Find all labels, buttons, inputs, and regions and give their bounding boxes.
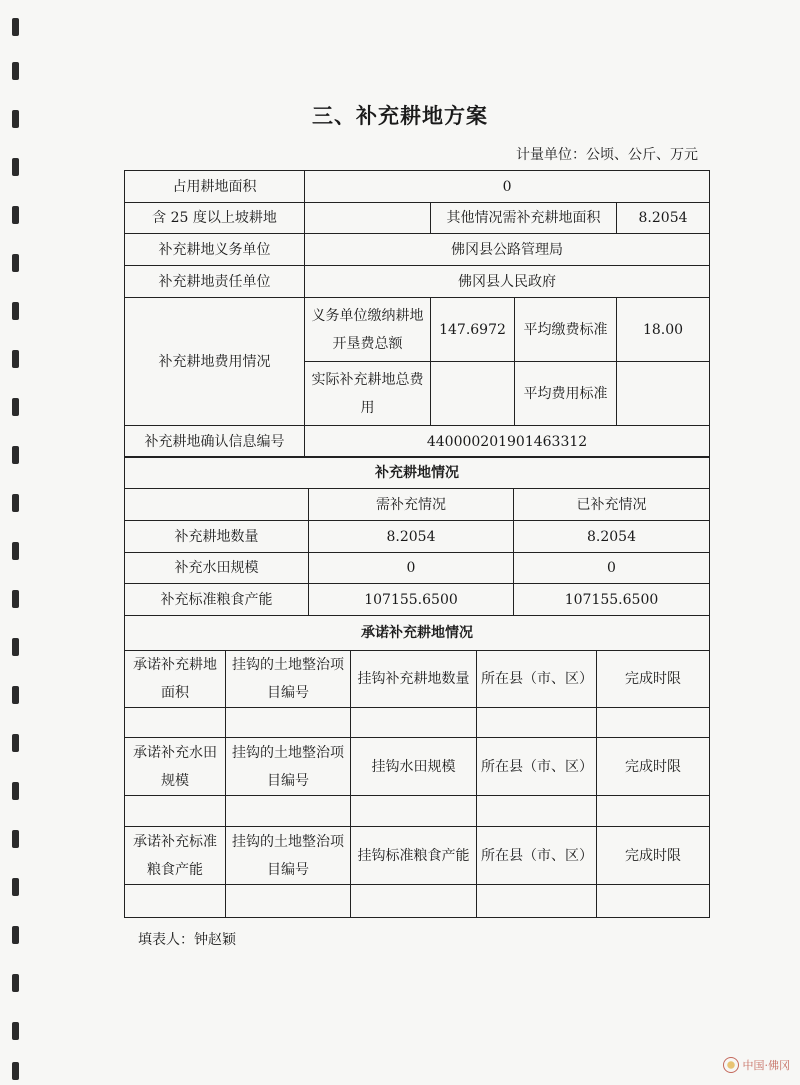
binding-hole <box>12 18 19 36</box>
emblem-icon <box>723 1057 739 1073</box>
binding-hole <box>12 590 19 608</box>
binding-hole <box>12 686 19 704</box>
avg-cost-label: 平均费用标准 <box>515 362 617 426</box>
empty-cell <box>125 796 226 827</box>
binding-hole <box>12 62 19 80</box>
table-row <box>125 616 710 651</box>
needed-value: 8.2054 <box>309 521 514 553</box>
table-row <box>125 521 710 553</box>
project-id-label: 挂钩的土地整治项目编号 <box>226 738 351 796</box>
empty-cell <box>351 708 477 738</box>
county-label: 所在县（市、区） <box>477 651 597 708</box>
table-row <box>125 584 710 616</box>
table-row <box>125 796 710 827</box>
needed-value: 107155.6500 <box>309 584 514 616</box>
table-row <box>125 298 710 362</box>
project-id-label: 挂钩的土地整治项目编号 <box>226 827 351 885</box>
table-row <box>125 827 710 885</box>
deadline-label: 完成时限 <box>597 651 710 708</box>
empty-cell <box>597 885 710 918</box>
binding-hole <box>12 350 19 368</box>
empty-cell <box>226 796 351 827</box>
empty-cell <box>597 708 710 738</box>
binding-hole <box>12 542 19 560</box>
linked-label: 挂钩补充耕地数量 <box>351 651 477 708</box>
empty-cell <box>226 708 351 738</box>
binding-hole <box>12 1022 19 1040</box>
empty-cell <box>351 796 477 827</box>
empty-cell <box>477 885 597 918</box>
binding-hole <box>12 302 19 320</box>
supplement-status-table <box>124 456 710 616</box>
commit-label: 承诺补充水田规模 <box>125 738 226 796</box>
empty-cell <box>125 708 226 738</box>
binding-hole <box>12 782 19 800</box>
binding-hole <box>12 446 19 464</box>
slope-label: 含 25 度以上坡耕地 <box>125 203 305 234</box>
col-done-header: 已补充情况 <box>514 489 710 521</box>
responsible-unit-value: 佛冈县人民政府 <box>305 266 710 298</box>
actual-total-value <box>431 362 515 426</box>
deadline-label: 完成时限 <box>597 827 710 885</box>
filler-name: 填表人：钟赵颖 <box>138 932 236 948</box>
site-watermark <box>723 1057 791 1073</box>
table-row <box>125 553 710 584</box>
table-row <box>125 651 710 708</box>
binding-hole <box>12 254 19 272</box>
binding-hole <box>12 878 19 896</box>
supplement-plan-table <box>124 170 710 458</box>
other-area-value: 8.2054 <box>617 203 710 234</box>
binding-hole <box>12 638 19 656</box>
commitment-heading: 承诺补充耕地情况 <box>125 616 710 651</box>
deadline-label: 完成时限 <box>597 738 710 796</box>
supplement-heading: 补充耕地情况 <box>125 457 710 489</box>
obligation-unit-label: 补充耕地义务单位 <box>125 234 305 266</box>
binding-hole <box>12 734 19 752</box>
linked-label: 挂钩标准粮食产能 <box>351 827 477 885</box>
empty-cell <box>125 885 226 918</box>
paid-total-value: 147.6972 <box>431 298 515 362</box>
binding-hole <box>12 926 19 944</box>
commitment-table <box>124 615 710 918</box>
empty-cell <box>226 885 351 918</box>
obligation-unit-value: 佛冈县公路管理局 <box>305 234 710 266</box>
avg-fee-value: 18.00 <box>617 298 710 362</box>
binding-hole <box>12 1062 19 1080</box>
avg-cost-value <box>617 362 710 426</box>
empty-cell <box>477 708 597 738</box>
watermark-text: 中国·佛冈 <box>742 1059 790 1072</box>
confirm-id-value: 440000201901463312 <box>305 426 710 458</box>
table-row <box>125 171 710 203</box>
cost-label: 补充耕地费用情况 <box>125 298 305 426</box>
needed-value: 0 <box>309 553 514 584</box>
row-label: 补充水田规模 <box>125 553 309 584</box>
commit-label: 承诺补充耕地面积 <box>125 651 226 708</box>
col-needed-header: 需补充情况 <box>309 489 514 521</box>
binding-hole <box>12 830 19 848</box>
paid-total-label: 义务单位缴纳耕地开垦费总额 <box>305 298 431 362</box>
row-label: 补充耕地数量 <box>125 521 309 553</box>
other-area-label: 其他情况需补充耕地面积 <box>431 203 617 234</box>
confirm-id-label: 补充耕地确认信息编号 <box>125 426 305 458</box>
done-value: 107155.6500 <box>514 584 710 616</box>
table-row <box>125 489 710 521</box>
binding-holes <box>12 0 26 1085</box>
table-row <box>125 738 710 796</box>
measurement-unit: 计量单位：公顷、公斤、万元 <box>516 147 698 163</box>
table-row <box>125 457 710 489</box>
commit-label: 承诺补充标准粮食产能 <box>125 827 226 885</box>
occupied-area-label: 占用耕地面积 <box>125 171 305 203</box>
binding-hole <box>12 974 19 992</box>
binding-hole <box>12 398 19 416</box>
binding-hole <box>12 494 19 512</box>
done-value: 0 <box>514 553 710 584</box>
county-label: 所在县（市、区） <box>477 827 597 885</box>
county-label: 所在县（市、区） <box>477 738 597 796</box>
table-row <box>125 708 710 738</box>
actual-total-label: 实际补充耕地总费用 <box>305 362 431 426</box>
done-value: 8.2054 <box>514 521 710 553</box>
responsible-unit-label: 补充耕地责任单位 <box>125 266 305 298</box>
empty-cell <box>597 796 710 827</box>
page-title: 三、补充耕地方案 <box>312 103 488 128</box>
binding-hole <box>12 158 19 176</box>
table-row <box>125 234 710 266</box>
occupied-area-value: 0 <box>305 171 710 203</box>
empty-cell <box>477 796 597 827</box>
avg-fee-label: 平均缴费标准 <box>515 298 617 362</box>
project-id-label: 挂钩的土地整治项目编号 <box>226 651 351 708</box>
empty-header-cell <box>125 489 309 521</box>
table-row <box>125 426 710 458</box>
empty-cell <box>351 885 477 918</box>
slope-value <box>305 203 431 234</box>
row-label: 补充标准粮食产能 <box>125 584 309 616</box>
binding-hole <box>12 206 19 224</box>
table-row <box>125 885 710 918</box>
table-row <box>125 266 710 298</box>
linked-label: 挂钩水田规模 <box>351 738 477 796</box>
table-row <box>125 203 710 234</box>
